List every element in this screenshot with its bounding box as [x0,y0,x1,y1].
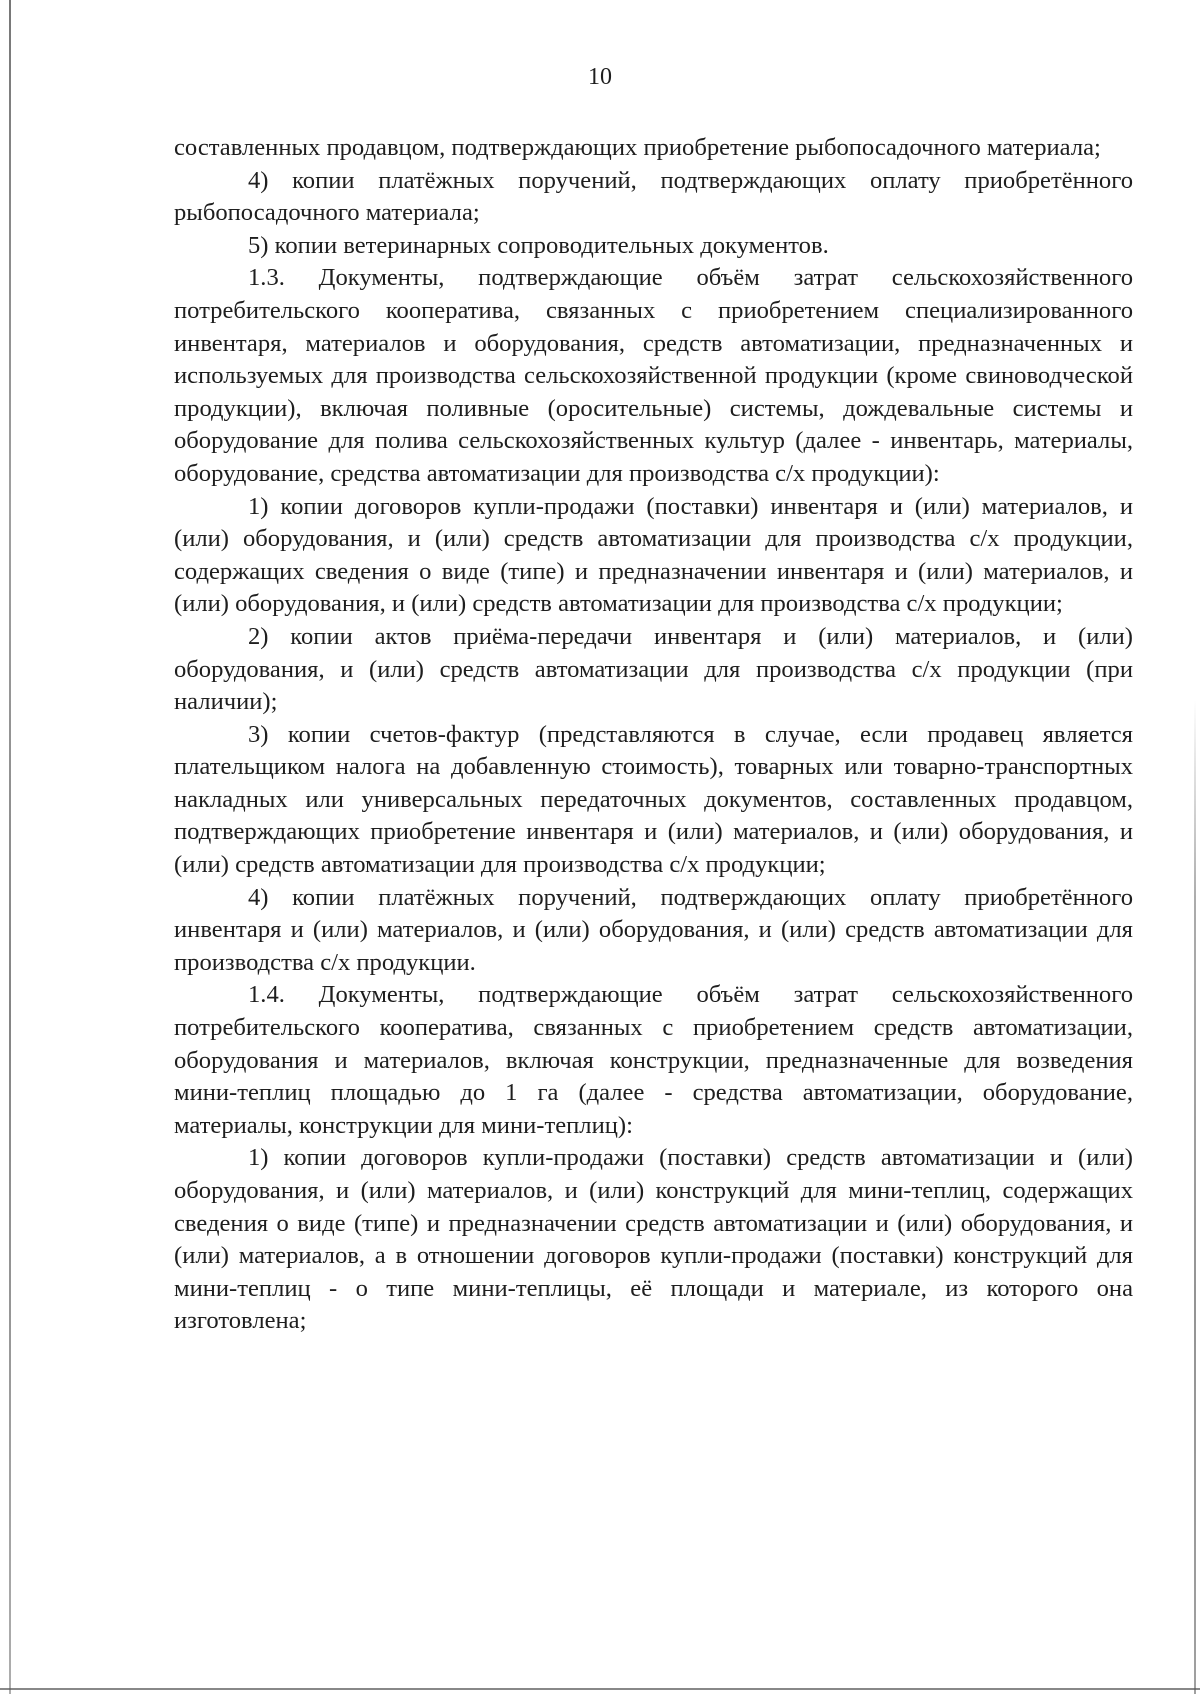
document-body [174,132,1133,1338]
paragraph: составленных продавцом, подтверждающих приобретение рыбопосадочного материала; [174,134,1101,161]
paragraph: 3) копии счетов-фактур (представляются в случае, если продавец является плательщиком налога на добавленную стоимость), товарных или товарно-транспортных накладных или универсальных передаточных документов, составленных продавцом, подтверждающих приобретение инвентаря и (или) материалов, и (или) оборудования, и (или) средств автоматизации для производства с/х продукции; [174,720,1133,879]
paragraph: 1) копии договоров купли-продажи (поставки) средств автоматизации и (или) оборудования, и (или) материалов, и (или) конструкций для мини-теплиц, содержащих сведения о виде (типе) и предназначении средств автоматизации и (или) оборудования, и (или) материалов, а в отношении договоров купли-продажи (поставки) конструкций для мини-теплиц - о типе мини-теплицы, её площади и материале, из которого она изготовлена; [174,1144,1133,1335]
paragraph: 1.3. Документы, подтверждающие объём затрат сельскохозяйственного потребительского кооператива, связанных с приобретением специализированного инвентаря, материалов и оборудования, средств автоматизации, предназначенных и используемых для производства сельскохозяйственной продукции (кроме свиноводческой продукции), включая поливные (оросительные) системы, дождевальные системы и оборудование для полива сельскохозяйственных культур (далее - инвентарь, материалы, оборудование, средства автоматизации для производства с/х продукции): [174,264,1133,487]
paragraph: 1) копии договоров купли-продажи (поставки) инвентаря и (или) материалов, и (или) оборудования, и (или) средств автоматизации для производства с/х продукции, содержащих сведения о виде (типе) и предназначении инвентаря и (или) материалов, и (или) оборудования, и (или) средств автоматизации для производства с/х продукции; [174,492,1133,618]
paragraph: 4) копии платёжных поручений, подтверждающих оплату приобретённого рыбопосадочного материала; [174,166,1133,227]
scan-edge-bottom [0,1688,1200,1690]
paragraph: 4) копии платёжных поручений, подтверждающих оплату приобретённого инвентаря и (или) материалов, и (или) оборудования, и (или) средств автоматизации для производства с/х продукции. [174,883,1133,976]
scan-edge-right [1194,700,1196,1694]
paragraph: 5) копии ветеринарных сопроводительных документов. [248,231,829,259]
scan-edge-left [9,0,11,1694]
paragraph: 2) копии актов приёма-передачи инвентаря и (или) материалов, и (или) оборудования, и (или) средств автоматизации для производства с/х продукции (при наличии); [174,622,1133,716]
page-number: 10 [588,64,612,90]
paragraph: 1.4. Документы, подтверждающие объём затрат сельскохозяйственного потребительского кооператива, связанных с приобретением средств автоматизации, оборудования и материалов, включая конструкции, предназначенные для возведения мини-теплиц площадью до 1 га (далее - средства автоматизации, оборудование, материалы, конструкции для мини-теплиц): [174,981,1133,1139]
